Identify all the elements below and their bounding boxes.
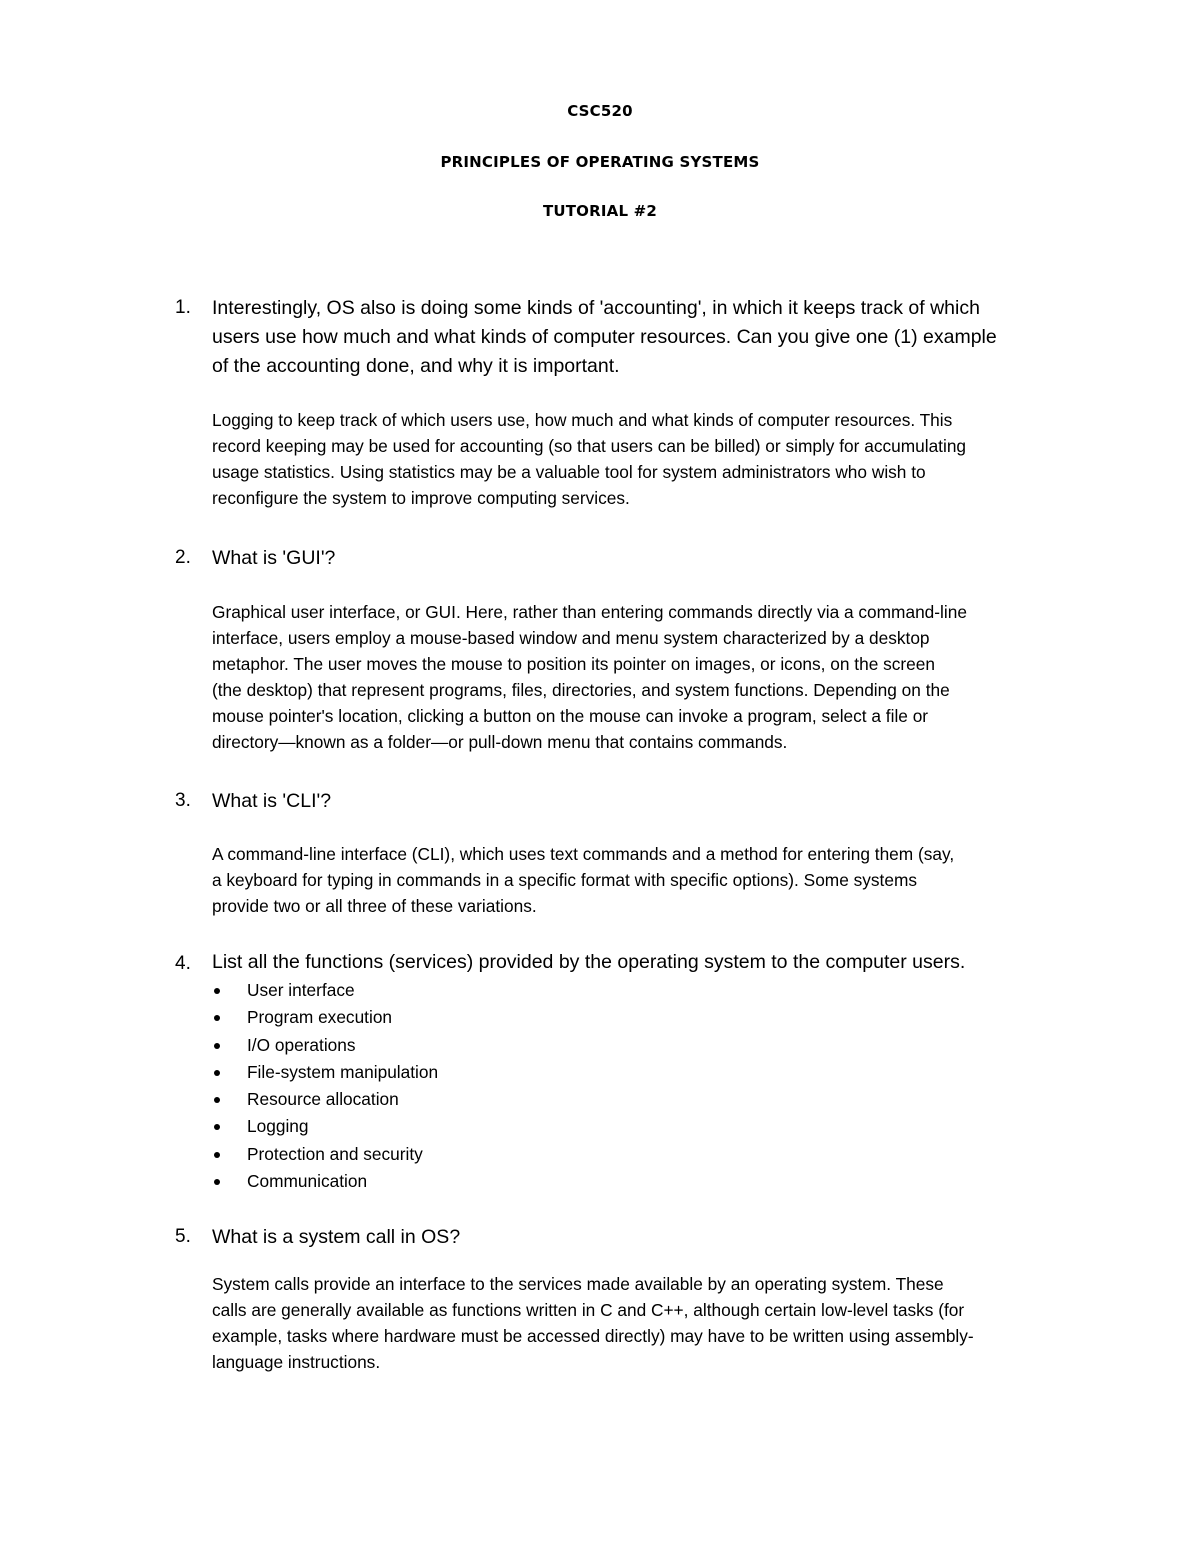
question-5-number: 5. — [175, 1226, 191, 1247]
answer-line: calls are generally available as functions written in C and C++, although certain low-level tasks (for — [212, 1300, 965, 1320]
question-line: What is a system call in OS? — [212, 1226, 461, 1248]
tutorial-number: TUTORIAL #2 — [542, 202, 658, 220]
answer-line: usage statistics. Using statistics may be a valuable tool for system administrators who wish to — [212, 462, 926, 482]
question-line: users use how much and what kinds of computer resources. Can you give one (1) example — [212, 326, 997, 348]
answer-line: reconfigure the system to improve computing services. — [212, 488, 630, 508]
list-item-label: Communication — [247, 1171, 368, 1192]
question-line: List all the functions (services) provided by the operating system to the computer users. — [212, 951, 966, 973]
course-title: PRINCIPLES OF OPERATING SYSTEMS — [440, 153, 760, 171]
question-line: of the accounting done, and why it is important. — [212, 355, 620, 377]
list-item — [212, 1141, 438, 1168]
question-5-text — [212, 1223, 1072, 1252]
answer-line: mouse pointer's location, clicking a button on the mouse can invoke a program, select a file or — [212, 706, 929, 726]
list-item-label: Logging — [247, 1116, 309, 1137]
bullet-icon — [214, 1152, 220, 1158]
answer-line: provide two or all three of these variations. — [212, 896, 537, 916]
answer-5 — [212, 1271, 1062, 1375]
bullet-icon — [214, 1124, 220, 1130]
bullet-icon — [214, 1043, 220, 1049]
list-item-label: Resource allocation — [247, 1089, 399, 1110]
bullet-icon — [214, 1070, 220, 1076]
list-item — [212, 1059, 438, 1086]
answer-line: language instructions. — [212, 1352, 381, 1372]
answer-line: (the desktop) that represent programs, files, directories, and system functions. Depending on the — [212, 680, 950, 700]
answer-2 — [212, 599, 1062, 755]
question-1-number: 1. — [175, 297, 191, 318]
question-2-text — [212, 544, 1072, 573]
answer-line: Graphical user interface, or GUI. Here, rather than entering commands directly via a command-line — [212, 602, 967, 622]
bullet-icon — [214, 1179, 220, 1185]
answer-line: a keyboard for typing in commands in a specific format with specific options). Some systems — [212, 870, 917, 890]
answer-line: example, tasks where hardware must be accessed directly) may have to be written using assembly- — [212, 1326, 974, 1346]
question-2-number: 2. — [175, 547, 191, 568]
list-item-label: Program execution — [247, 1007, 393, 1028]
list-item — [212, 1168, 438, 1195]
bullet-icon — [214, 988, 220, 994]
answer-3 — [212, 841, 1062, 919]
answer-line: record keeping may be used for accounting (so that users can be billed) or simply for accumulating — [212, 436, 967, 456]
bullet-icon — [214, 1015, 220, 1021]
answer-line: Logging to keep track of which users use, how much and what kinds of computer resources. This — [212, 410, 953, 430]
answer-line: interface, users employ a mouse-based window and menu system characterized by a desktop — [212, 628, 930, 648]
question-line: What is 'GUI'? — [212, 547, 336, 569]
answer-line: metaphor. The user moves the mouse to position its pointer on images, or icons, on the screen — [212, 654, 936, 674]
question-3-number: 3. — [175, 790, 191, 811]
list-item — [212, 1113, 438, 1140]
bullet-icon — [214, 1097, 220, 1103]
list-item — [212, 1086, 438, 1113]
list-item — [212, 977, 438, 1004]
answer-line: A command-line interface (CLI), which uses text commands and a method for entering them (say, — [212, 844, 955, 864]
question-4-number: 4. — [175, 953, 191, 974]
services-list — [212, 977, 438, 1195]
question-line: Interestingly, OS also is doing some kinds of 'accounting', in which it keeps track of which — [212, 297, 980, 319]
list-item — [212, 1004, 438, 1031]
course-code: CSC520 — [567, 102, 633, 120]
question-4-text — [212, 948, 1072, 977]
question-1-text — [212, 294, 1072, 381]
list-item-label: I/O operations — [247, 1034, 356, 1055]
answer-line: System calls provide an interface to the services made available by an operating system. These — [212, 1274, 944, 1294]
list-item — [212, 1032, 438, 1059]
answer-line: directory—known as a folder—or pull-down menu that contains commands. — [212, 732, 788, 752]
list-item-label: Protection and security — [247, 1143, 423, 1164]
question-3-text — [212, 787, 1072, 816]
list-item-label: File-system manipulation — [247, 1061, 439, 1082]
question-line: What is 'CLI'? — [212, 790, 332, 812]
answer-1 — [212, 407, 1062, 511]
list-item-label: User interface — [247, 980, 355, 1000]
